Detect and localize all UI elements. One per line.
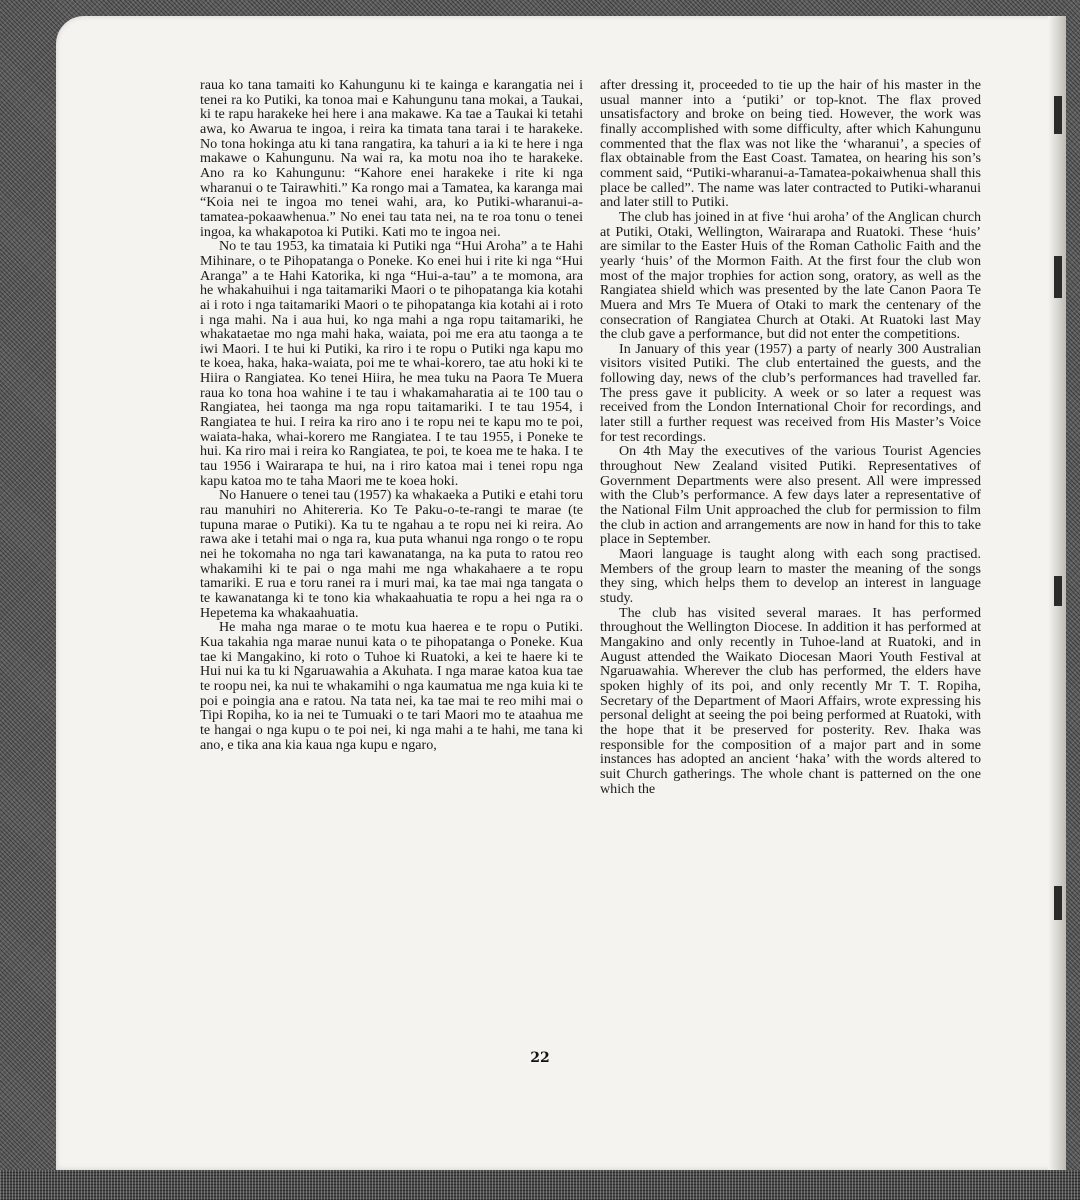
right-text-column bbox=[600, 78, 981, 796]
paragraph: No Hanuere o tenei tau (1957) ka whakaeka a Putiki e etahi toru rau manuhiri no Ahitereria. Ko Te Paku-o-te-rangi te marae (te tupuna marae o Putiki). Ka tu te ngahau a te ropu nei ki reira. Ao rawa ake i tetahi mai o nga ra, kua puta whanui nga rongo o te ropu nei he tokomaha no nga tari kawanatanga, na ka puta to ratou reo whakamihi ki te pai o nga mahi me nga whakahaere a te ropu tamariki. E rua e toru ranei ra i muri mai, ka tae mai nga tangata o te kawanatanga ki te tono kia whakaahuatia te ropu a hei nga ra o Hepetema ka whakaahuatia. bbox=[200, 487, 583, 621]
paragraph: raua ko tana tamaiti ko Kahungunu ki te kainga e karangatia nei i tenei ra ko Putiki, ka tonoa mai e Kahungunu tana mokai, a Taukai, ki te rapu harakeke hei here i ana makawe. Ka tae a Taukai ki tetahi awa, ko Awarua te ingoa, i reira ka timata tana tarai i te harakeke. No tona hokinga atu ki tana rangatira, ka tahuri a ia ki te here i nga makawe o Kahungunu. Na wai ra, ka motu noa iho te harakeke. Ano ra ko Kahungunu: “Kahore enei harakeke i rite ki nga wharanui o te Tairawhiti.” Ka rongo mai a Tamatea, ka karanga mai “Koia nei te ingoa mo tenei wahi, ara, ko Putiki-wharanui-a-tamatea-pokaawhenua.” No enei tau tata nei, na te roa tonu o tenei ingoa, ka whakapotoa ki Putiki. Kati mo te ingoa nei. bbox=[200, 77, 583, 240]
edge-binding-mark bbox=[1054, 256, 1062, 298]
paragraph: On 4th May the executives of the various Tourist Agencies throughout New Zealand visited Putiki. Representatives of Government Departments were also present. All were impressed with the Club’s performance. A few days later a representative of the National Film Unit approached the club for permission to film the club in action and arrangements are now in hand for this to take place in September. bbox=[600, 443, 981, 548]
paragraph: No te tau 1953, ka timataia ki Putiki nga “Hui Aroha” a te Hahi Mihinare, o te Pihopatanga o Poneke. Ko enei hui i rite ki nga “Hui Aranga” a te Hahi Katorika, ki nga “Hui-a-tau” a te momona, ara he whakahuihui i nga taitamariki Maori o te pihopatanga kia kotahi ai i roto i nga taitamariki Maori o te pihopatanga kia kotahi ai i roto i nga mahi. Na i aua hui, ko nga mahi a nga ropu taitamariki, he whakataetae mo nga mahi haka, waiata, poi me era atu taonga a te iwi Maori. I te hui ki Putiki, ka riro i te ropu o Putiki nga kapu mo te koea, haka, haka-waiata, poi me te whai-korero, tae atu hoki ki te Hiira o Rangiatea. Ko tenei Hiira, he mea tuku na Paora Te Muera raua ko tona hoa wahine i te tau i whakamaharatia ai te 100 tau o Rangiatea, hei taonga ma nga ropu taitamariki. I te tau 1954, i Rangiatea te hui. I reira ka riro ano i te ropu nei te kapu mo te poi, waiata-haka, whai-korero me Rangiatea. I te tau 1955, i Poneke te hui. Ka riro mai i reira ko Rangiatea, te poi, te koea me te haka. I te tau 1956 i Wairarapa te hui, na i riro katoa mai i tenei ropu nga kapu katoa mo te taha Maori me te koea hoki. bbox=[200, 238, 583, 489]
paragraph: The club has visited several maraes. It has performed throughout the Wellington Diocese. In addition it has performed at Mangakino and only recently in Tuhoe-land at Ruatoki, and in August attended the Waikato Diocesan Maori Youth Festival at Ngaruawahia. Wherever the club has performed, the elders have spoken highly of its poi, and only recently Mr T. T. Ropiha, Secretary of the Department of Maori Affairs, wrote expressing his personal delight at seeing the poi being performed at Ruatoki, with the hope that it be preserved for posterity. Rev. Ihaka was responsible for the composition of a major part and in some instances has adopted an ancient ‘haka’ with the words altered to suit Church gatherings. The whole chant is patterned on the one which the bbox=[600, 604, 981, 797]
edge-binding-mark bbox=[1054, 96, 1062, 134]
paragraph: after dressing it, proceeded to tie up the hair of his master in the usual manner into a ‘putiki’ or top-knot. The flax proved unsatisfactory and broke on being tied. However, the work was finally accomplished with some difficulty, after which Kahungunu commented that the flax was not like the ‘wharanui’, a species of flax obtainable from the East Coast. Tamatea, on hearing his son’s comment said, “Putiki-wharanui-a-Tamatea-pokaiwhenua shall this place be called”. The name was later contracted to Putiki-wharanui and later still to Putiki. bbox=[600, 77, 981, 211]
page-number: 22 bbox=[530, 1050, 550, 1066]
scan-background-strip bbox=[0, 1170, 1080, 1200]
paragraph: He maha nga marae o te motu kua haerea e te ropu o Putiki. Kua takahia nga marae nunui kata o te pihopatanga o Poneke. Kua tae ki Mangakino, ki roto o Tuhoe ki Ruatoki, a kei te haere ki te Hui nui ka tu ki Ngaruawahia a Akuhata. I nga marae katoa kua tae te roopu nei, ka nui te whakamihi o nga kaumatua me nga kuia ki te poi e poingia ana e ratou. Na tata nei, ka tae mai te reo mihi mai o Tipi Ropiha, ko ia nei te Tumuaki o te tari Maori mo te ataahua me te hangai o nga kupu o te poi nei, ki nga mahi a te hahi, me tana ki ano, e tika ana kia kaua nga kupu e ngaro, bbox=[200, 619, 583, 753]
left-text-column bbox=[200, 78, 583, 752]
edge-binding-mark bbox=[1054, 576, 1062, 606]
paragraph: The club has joined in at five ‘hui aroha’ of the Anglican church at Putiki, Otaki, Wellington, Wairarapa and Ruatoki. These ‘huis’ are similar to the Easter Huis of the Roman Catholic Faith and the yearly ‘huis’ of the Mormon Faith. At the first four the club won most of the major trophies for action song, oratory, as well as the Rangiatea shield which was presented by the late Canon Paora Te Muera and Mrs Te Muera of Otaki to mark the centenary of the consecration of Rangiatea Church at Otaki. At Ruatoki last May the club gave a performance, but did not enter the competitions. bbox=[600, 208, 981, 343]
edge-binding-mark bbox=[1054, 886, 1062, 920]
paragraph: Maori language is taught along with each song practised. Members of the group learn to master the meaning of the songs they sing, which helps them to develop an interest in language study. bbox=[600, 546, 981, 606]
page-edge-shadow bbox=[1048, 16, 1066, 1170]
paragraph: In January of this year (1957) a party of nearly 300 Australian visitors visited Putiki. The club entertained the guests, and the following day, news of the club’s performances had travelled far. The press gave it publicity. A week or so later a request was received from the London International Choir for recordings, and later still a further request was received from His Master’s Voice for test recordings. bbox=[600, 340, 981, 445]
